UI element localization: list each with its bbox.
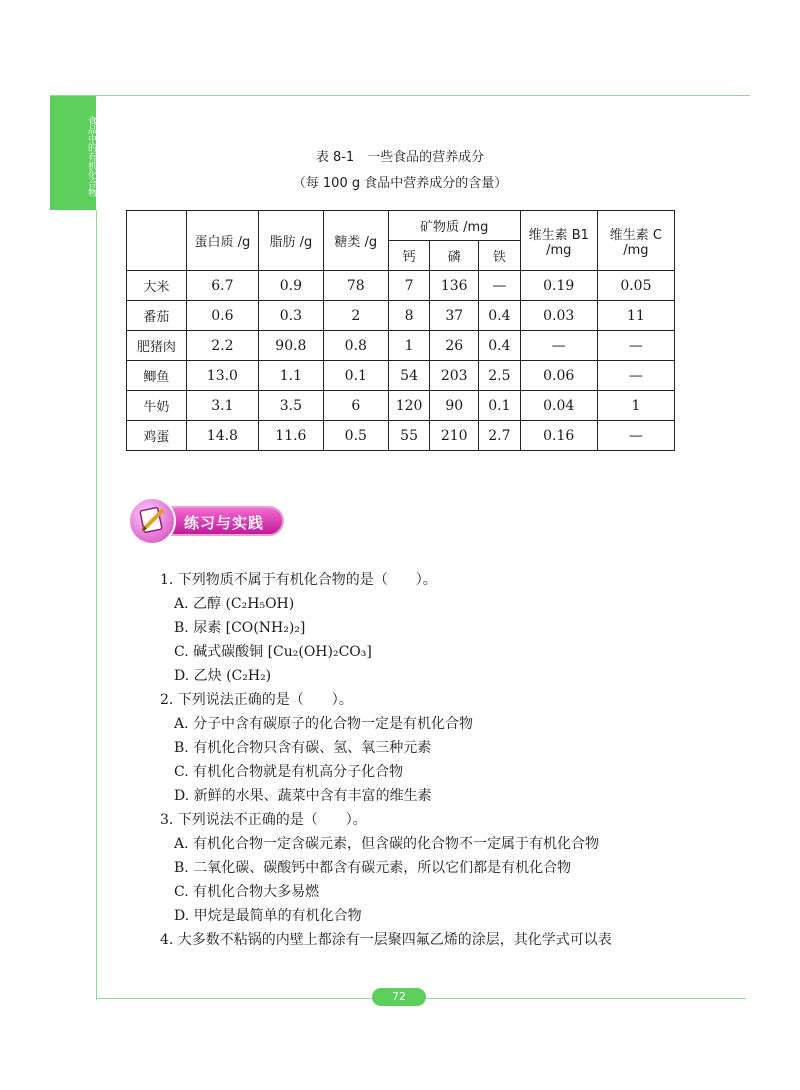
cell-protein: 6.7 <box>186 271 258 301</box>
cell-food: 鸡蛋 <box>127 421 187 451</box>
header-iron: 铁 <box>479 241 521 271</box>
cell-phosphorus: 90 <box>430 391 479 421</box>
question-2: 2. 下列说法正确的是（ ）。 <box>160 692 353 708</box>
cell-vc: 11 <box>597 301 674 331</box>
cell-food: 大米 <box>127 271 187 301</box>
cell-vb1: — <box>520 331 597 361</box>
table-row <box>127 391 675 421</box>
question-1: 1. 下列物质不属于有机化合物的是（ ）。 <box>160 572 437 588</box>
cell-protein: 13.0 <box>186 361 258 391</box>
badge-label: 练习与实践 <box>184 514 265 532</box>
cell-protein: 14.8 <box>186 421 258 451</box>
question-1-option-b: B. 尿素 [CO(NH₂)₂] <box>174 620 306 636</box>
cell-sugar: 0.1 <box>323 361 388 391</box>
header-empty <box>127 211 187 271</box>
question-3-option-b: B. 二氧化碳、碳酸钙中都含有碳元素，所以它们都是有机化合物 <box>174 860 572 876</box>
cell-vc: 1 <box>597 391 674 421</box>
table-caption: 表 8-1 一些食品的营养成分 <box>315 150 485 165</box>
cell-protein: 2.2 <box>186 331 258 361</box>
cell-food: 牛奶 <box>127 391 187 421</box>
header-minerals: 矿物质 /mg <box>388 211 520 241</box>
cell-phosphorus: 37 <box>430 301 479 331</box>
header-protein: 蛋白质 /g <box>186 211 258 271</box>
cell-vb1: 0.04 <box>520 391 597 421</box>
question-1-option-d: D. 乙炔 (C₂H₂) <box>174 668 272 684</box>
question-2-option-a: A. 分子中含有碳原子的化合物一定是有机化合物 <box>174 716 474 732</box>
header-phosphorus: 磷 <box>430 241 479 271</box>
table-row <box>127 331 675 361</box>
cell-calcium: 7 <box>388 271 430 301</box>
cell-protein: 3.1 <box>186 391 258 421</box>
question-3: 3. 下列说法不正确的是（ ）。 <box>160 812 367 828</box>
cell-fat: 3.5 <box>258 391 323 421</box>
cell-phosphorus: 210 <box>430 421 479 451</box>
cell-food: 肥猪肉 <box>127 331 187 361</box>
frame-top-line <box>50 95 750 96</box>
question-2-option-d: D. 新鲜的水果、蔬菜中含有丰富的维生素 <box>174 788 432 804</box>
question-4: 4. 大多数不粘锅的内壁上都涂有一层聚四氟乙烯的涂层，其化学式可以表 <box>160 932 612 948</box>
cell-sugar: 0.5 <box>323 421 388 451</box>
cell-calcium: 54 <box>388 361 430 391</box>
header-sugar: 糖类 /g <box>323 211 388 271</box>
cell-phosphorus: 26 <box>430 331 479 361</box>
question-3-option-a: A. 有机化合物一定含碳元素，但含碳的化合物不一定属于有机化合物 <box>174 836 600 852</box>
question-2-option-c: C. 有机化合物就是有机高分子化合物 <box>174 764 404 780</box>
cell-fat: 90.8 <box>258 331 323 361</box>
cell-fat: 1.1 <box>258 361 323 391</box>
question-list <box>160 568 720 952</box>
cell-iron: 0.4 <box>479 301 521 331</box>
page-number: 72 <box>372 988 426 1006</box>
pencil-notepad-icon <box>128 497 176 545</box>
table-row <box>127 301 675 331</box>
question-3-option-c: C. 有机化合物大多易燃 <box>174 884 320 900</box>
question-1-option-a: A. 乙醇 (C₂H₅OH) <box>174 596 295 612</box>
cell-iron: 0.4 <box>479 331 521 361</box>
cell-calcium: 55 <box>388 421 430 451</box>
cell-calcium: 8 <box>388 301 430 331</box>
cell-food: 鲫鱼 <box>127 361 187 391</box>
cell-vc: — <box>597 421 674 451</box>
header-vb1: 维生素 B1 /mg <box>520 211 597 271</box>
cell-phosphorus: 136 <box>430 271 479 301</box>
cell-iron: — <box>479 271 521 301</box>
cell-calcium: 120 <box>388 391 430 421</box>
cell-calcium: 1 <box>388 331 430 361</box>
table-subcaption: （每 100 g 食品中营养成分的含量） <box>292 176 508 191</box>
cell-vc: — <box>597 361 674 391</box>
exercise-badge <box>128 497 288 545</box>
cell-phosphorus: 203 <box>430 361 479 391</box>
cell-food: 番茄 <box>127 301 187 331</box>
cell-sugar: 0.8 <box>323 331 388 361</box>
table-row <box>127 271 675 301</box>
question-3-option-d: D. 甲烷是最简单的有机化合物 <box>174 908 362 924</box>
cell-fat: 11.6 <box>258 421 323 451</box>
header-calcium: 钙 <box>388 241 430 271</box>
cell-sugar: 6 <box>323 391 388 421</box>
cell-vb1: 0.03 <box>520 301 597 331</box>
chapter-side-tab: 食品中的有机化合物 <box>50 96 96 210</box>
table-row <box>127 361 675 391</box>
cell-sugar: 2 <box>323 301 388 331</box>
cell-vb1: 0.06 <box>520 361 597 391</box>
table-row <box>127 421 675 451</box>
cell-fat: 0.9 <box>258 271 323 301</box>
cell-sugar: 78 <box>323 271 388 301</box>
cell-vc: — <box>597 331 674 361</box>
question-2-option-b: B. 有机化合物只含有碳、氢、氧三种元素 <box>174 740 432 756</box>
nutrition-table <box>126 210 675 451</box>
cell-vb1: 0.16 <box>520 421 597 451</box>
cell-iron: 0.1 <box>479 391 521 421</box>
cell-iron: 2.7 <box>479 421 521 451</box>
header-vc: 维生素 C /mg <box>597 211 674 271</box>
question-1-option-c: C. 碱式碳酸铜 [Cu₂(OH)₂CO₃] <box>174 644 372 660</box>
header-fat: 脂肪 /g <box>258 211 323 271</box>
cell-vb1: 0.19 <box>520 271 597 301</box>
cell-fat: 0.3 <box>258 301 323 331</box>
cell-vc: 0.05 <box>597 271 674 301</box>
cell-iron: 2.5 <box>479 361 521 391</box>
frame-left-line <box>96 210 97 1000</box>
cell-protein: 0.6 <box>186 301 258 331</box>
